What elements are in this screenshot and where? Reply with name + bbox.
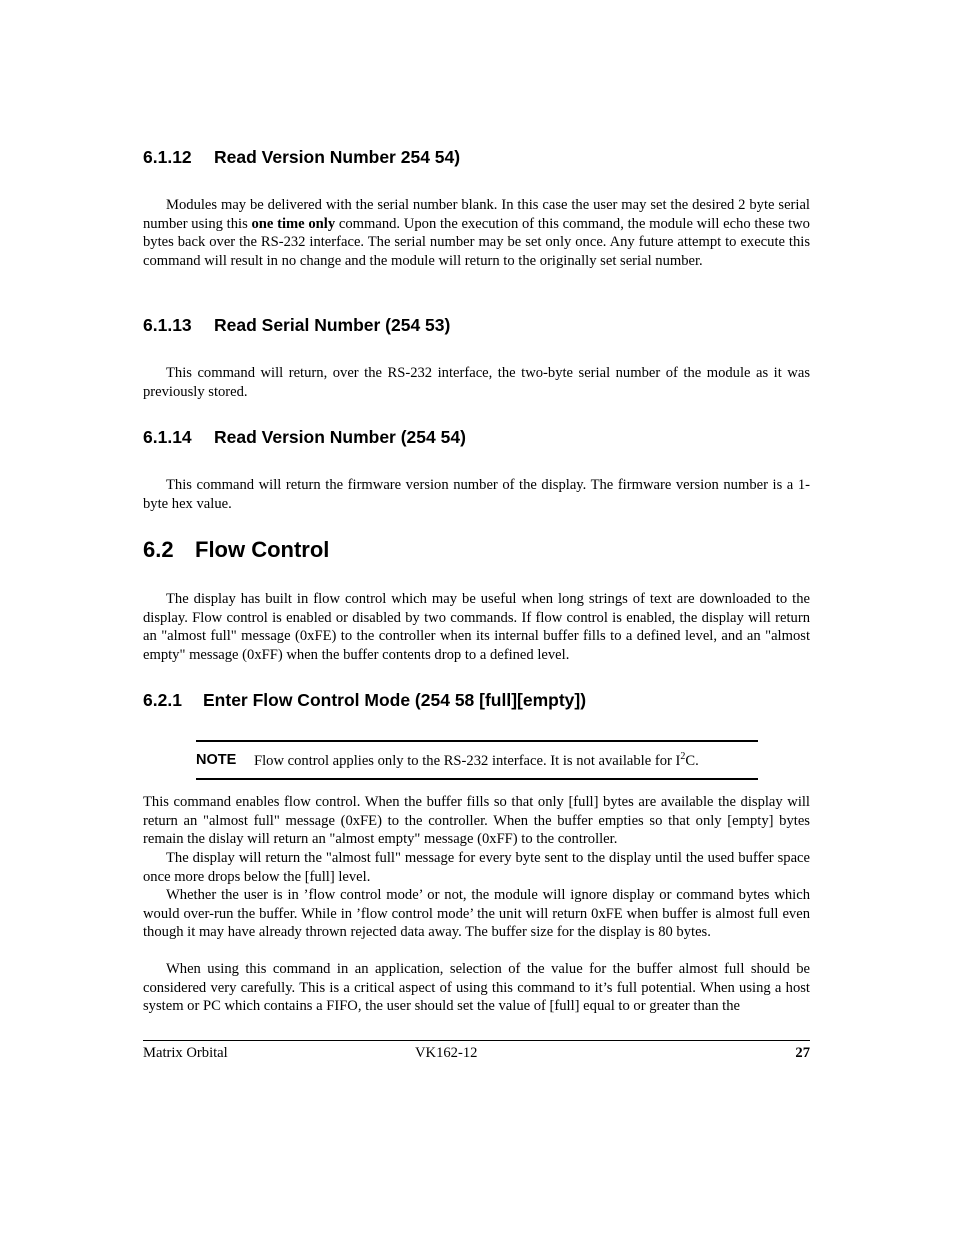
paragraph-buffer-overrun: Whether the user is in ’flow control mode’ or not, the module will ignore display or command bytes which would over-run the buffer. While in ’flow control mode’ the unit will return 0xFE when buffer is almost full even though it may have already thrown rejected data away. The buffer size for the display is 80 bytes. [143,887,810,941]
section-title: Enter Flow Control Mode (254 58 [full][empty]) [203,690,587,710]
section-number: 6.2.1 [143,690,182,710]
section-heading-6-1-12 [143,147,460,168]
paragraph-text: command. Upon the execution of this command, the module will echo these two bytes back over the RS-232 interface. The serial number may be set only once. Any future attempt to execute this command will result in no change and the module will return to the originally set serial number. [143,215,810,270]
note-text [254,751,699,770]
footer-model: VK162-12 [415,1045,478,1061]
section-number: 6.2 [143,537,174,562]
section-number: 6.1.13 [143,315,192,335]
paragraph-flow-control-intro: The display has built in flow control which may be useful when long strings of text are downloaded to the display. Flow control is enabled or disabled by two commands. If flow control is enabled, the display will return an "almost full" message (0xFE) to the controller when its internal buffer fills to a defined level, and an "almost empty" message (0xFF) when the buffer contents drop to a defined level. [143,591,810,664]
section-heading-6-2 [143,537,329,563]
bold-text-one-time-only: one time only [251,215,336,232]
paragraph-enables-flow-control: This command enables flow control. When the buffer fills so that only [full] bytes are available the display will return an "almost full" message (0xFE) to the controller. When the buffer empties so that only [empty] bytes remain the dislay will return an "almost empty" message (0xFF) to the controller. [143,794,810,848]
note-label: NOTE [196,752,237,768]
footer-company: Matrix Orbital [143,1045,228,1061]
section-number: 6.1.12 [143,147,192,167]
page-number: 27 [795,1045,810,1061]
section-title: Read Version Number (254 54) [214,427,466,447]
section-heading-6-1-13 [143,315,450,336]
note-body: Flow control applies only to the RS-232 interface. It is not available for I [254,752,681,769]
section-heading-6-2-1 [143,690,586,711]
note-tail: C. [685,752,699,769]
note-box [196,740,758,780]
section-title: Read Version Number 254 54) [214,147,461,167]
section-title: Read Serial Number (254 53) [214,315,451,335]
paragraph-text: Modules may be delivered with the serial number blank. In this case the user may set the desired 2 byte serial number using this [143,197,810,232]
paragraph-read-version: This command will return the firmware version number of the display. The firmware version number is a 1-byte hex value. [143,477,810,512]
paragraph-serial-number-set [143,196,810,271]
section-number: 6.1.14 [143,427,192,447]
footer-divider [143,1040,810,1041]
note-superscript: 2 [680,751,686,762]
section-heading-6-1-14 [143,427,466,448]
paragraph-almost-full-message: The display will return the "almost full" message for every byte sent to the display until the used buffer space once more drops below the [full] level. [143,850,810,885]
paragraph-application-fifo: When using this command in an application, selection of the value for the buffer almost full should be considered very carefully. This is a critical aspect of using this command to it’s full potential. When using a host system or PC which contains a FIFO, the user should set the value of [full] equal to or greater than the [143,961,810,1015]
paragraph-read-serial: This command will return, over the RS-232 interface, the two-byte serial number of the module as it was previously stored. [143,365,810,400]
section-title: Flow Control [195,537,330,562]
